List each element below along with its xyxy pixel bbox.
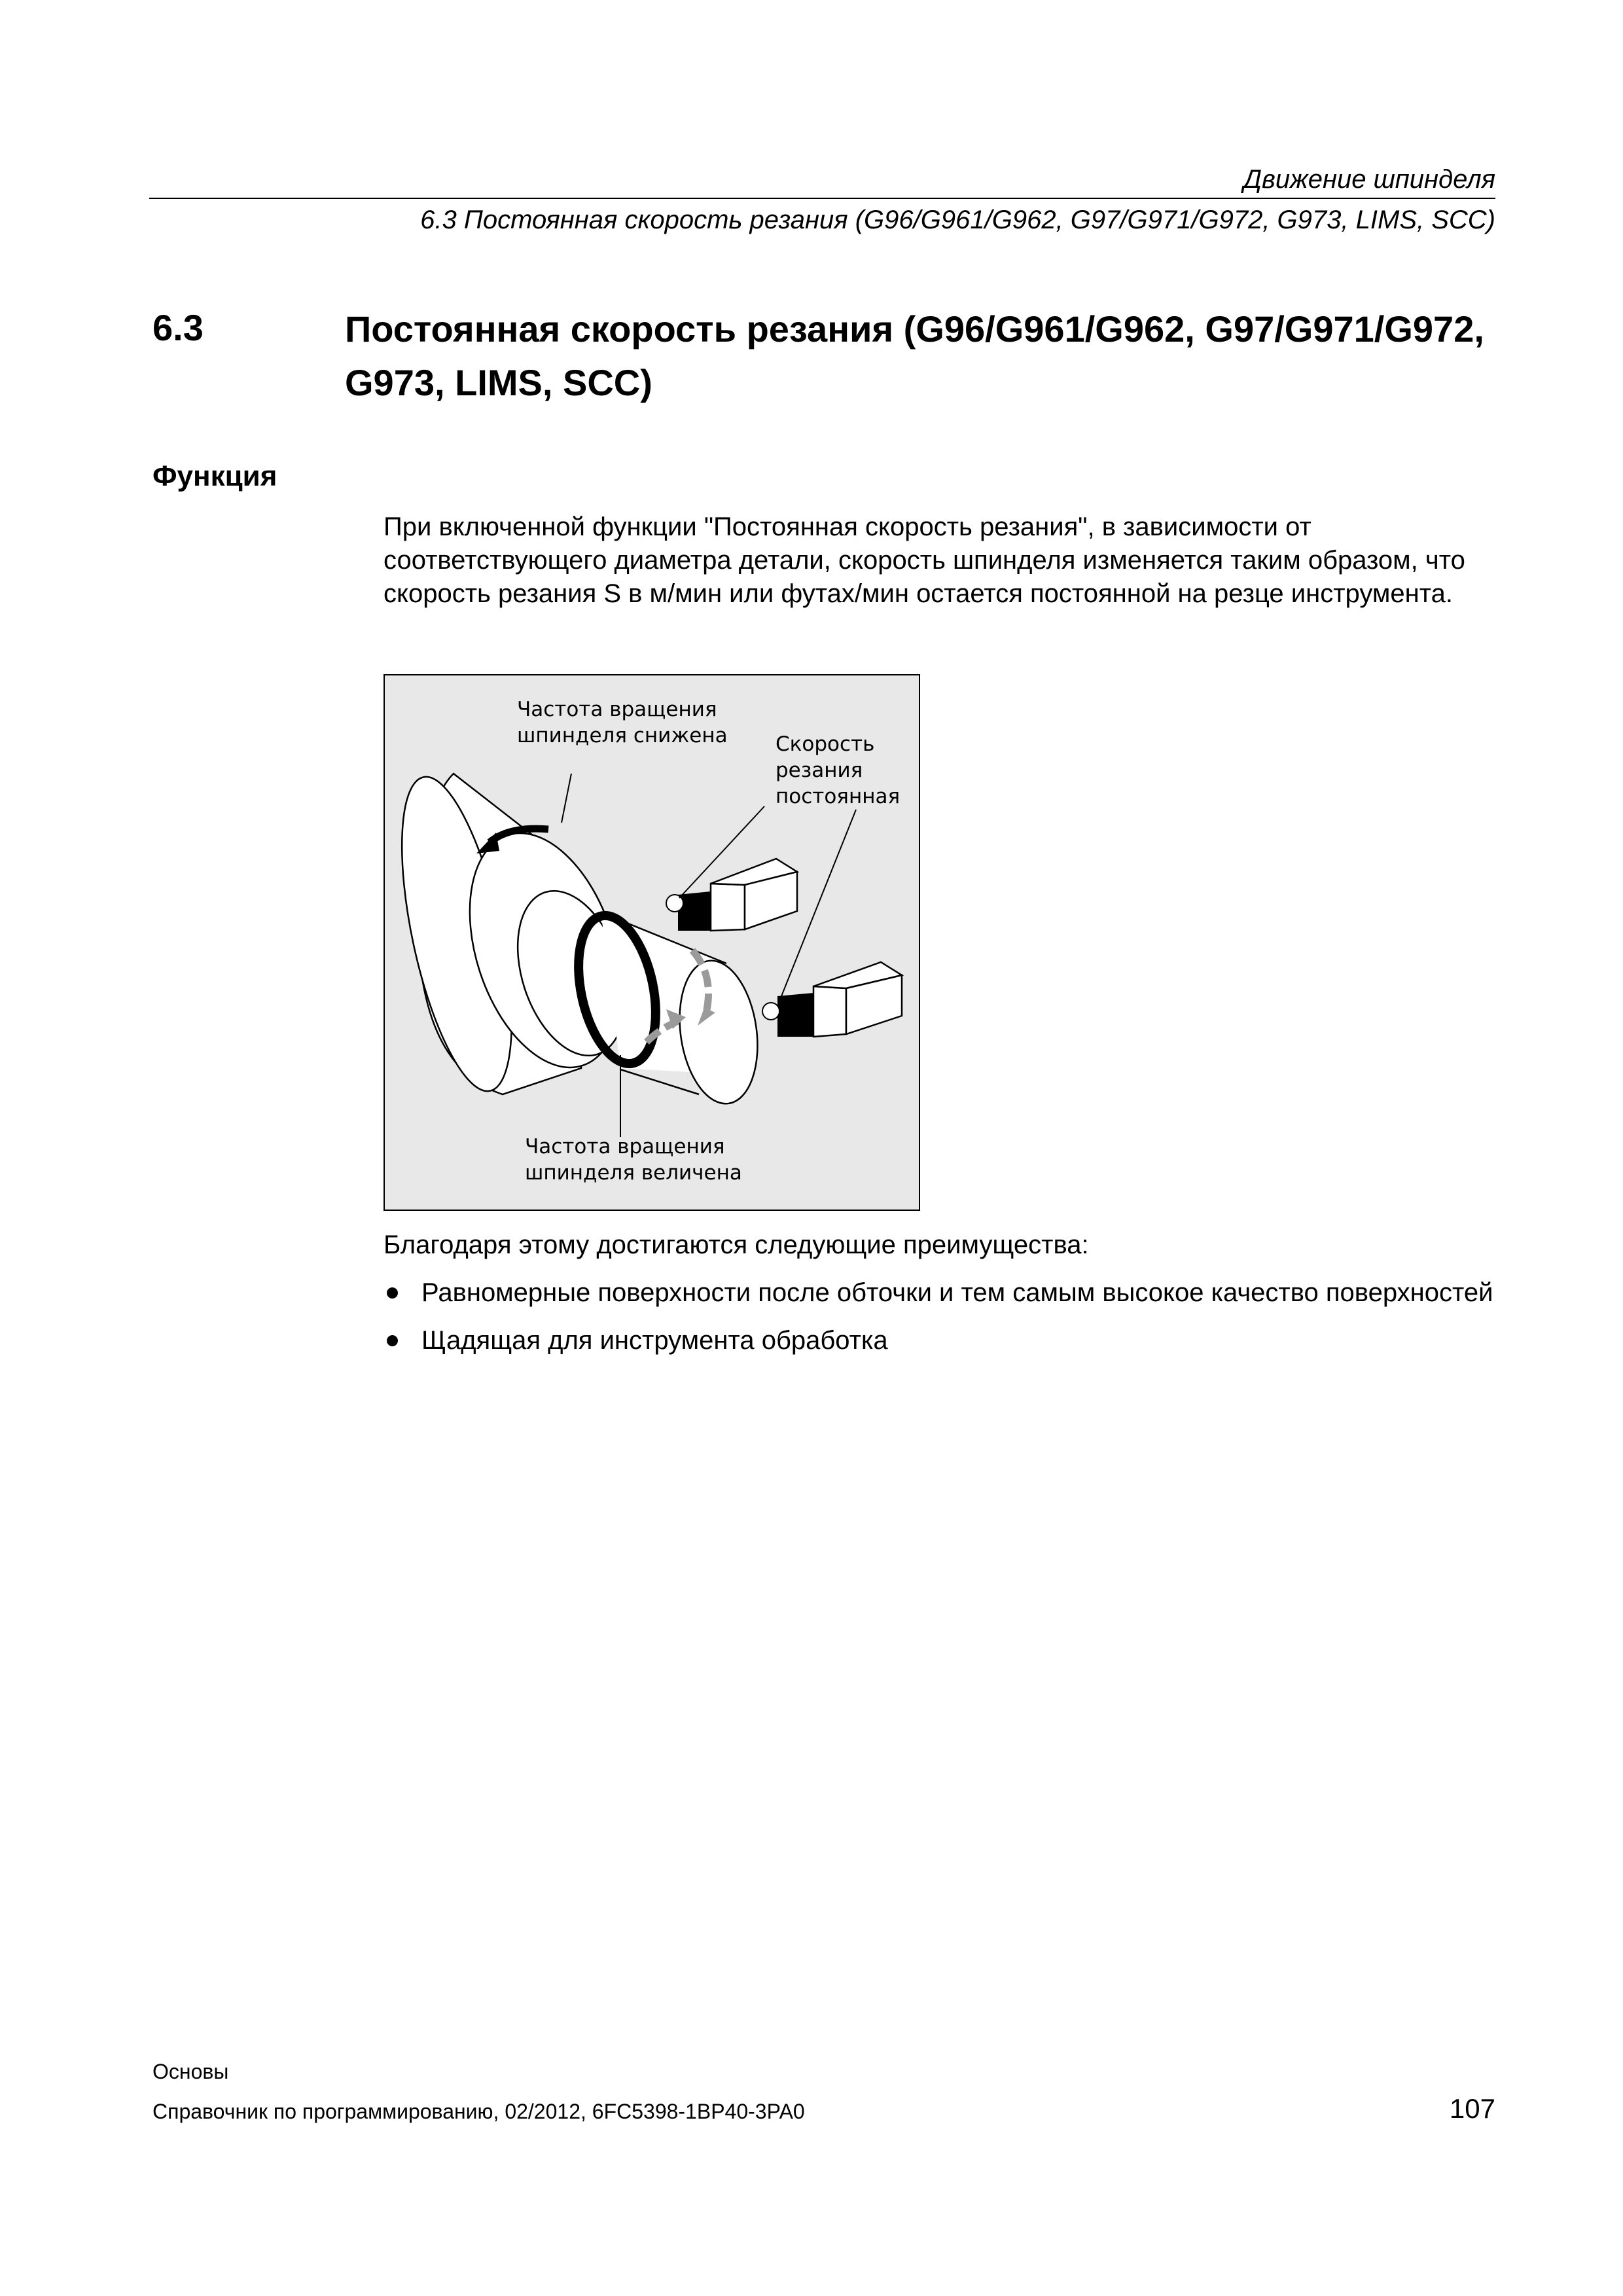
section-number: 6.3 — [152, 307, 204, 348]
list-item — [383, 1276, 1496, 1310]
header-rule — [149, 198, 1495, 199]
figure-illustration — [385, 675, 919, 1210]
label-top-line2: шпинделя снижена — [517, 724, 728, 747]
footer-book-title: Основы — [152, 2060, 229, 2083]
running-header-chapter: Движение шпинделя — [1243, 165, 1495, 194]
bullet-icon — [387, 1287, 398, 1299]
lower-cutting-tool — [762, 962, 902, 1037]
bullet-icon — [387, 1335, 398, 1346]
running-header-section: 6.3 Постоянная скорость резания (G96/G961/G962, G97/G971/G972, G973, LIMS, SCC) — [420, 206, 1495, 234]
subsection-title: Функция — [152, 460, 277, 492]
label-bottom-line2: шпинделя величена — [525, 1161, 742, 1185]
benefits-intro: Благодаря этому достигаются следующие преимущества: — [383, 1230, 1089, 1259]
label-right-line3: постоянная — [776, 785, 901, 808]
list-item — [383, 1324, 1496, 1357]
list-item-text: Равномерные поверхности после обточки и тем самым высокое качество поверхностей — [421, 1278, 1493, 1307]
constant-cutting-speed-figure — [383, 674, 920, 1211]
label-bottom-line1: Частота вращения — [525, 1135, 725, 1158]
label-right-line2: резания — [776, 759, 863, 782]
footer-document-info: Справочник по программированию, 02/2012, 6FC5398-1BP40-3PA0 — [152, 2100, 805, 2123]
page-number: 107 — [1449, 2093, 1495, 2124]
section-title: Постоянная скорость резания (G96/G961/G962, G97/G971/G972, G973, LIMS, SCC) — [345, 308, 1484, 403]
list-item-text: Щадящая для инструмента обработка — [421, 1326, 888, 1355]
benefits-list — [383, 1276, 1496, 1372]
label-right-line1: Скорость — [776, 732, 875, 756]
upper-cutting-tool — [666, 859, 797, 931]
body-paragraph: При включенной функции "Постоянная скорость резания", в зависимости от соответствующего диаметра детали, скорость шпинделя изменяется таким образом, что скорость резания S в м/мин или футах/мин остается постоянной на резце инструмента. — [383, 512, 1465, 608]
leader-line-top — [562, 774, 571, 823]
label-top-line1: Частота вращения — [517, 698, 717, 721]
